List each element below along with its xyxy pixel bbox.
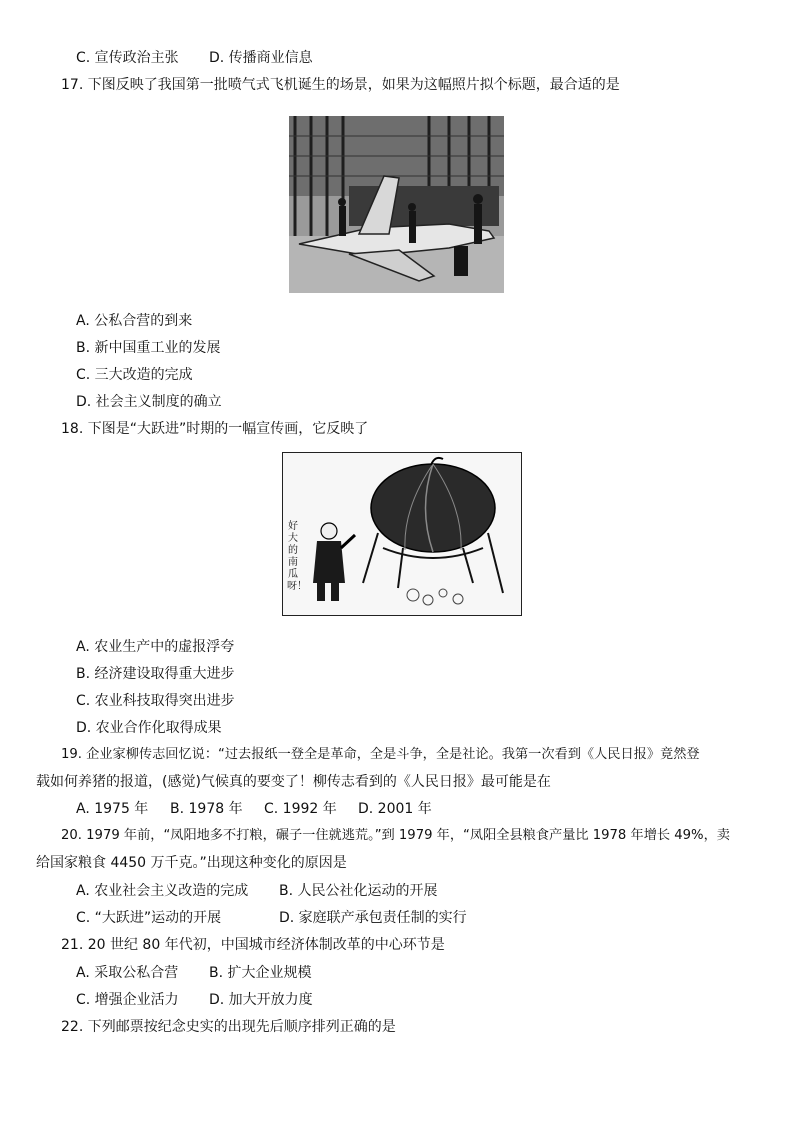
q16-option-d: D. 传播商业信息	[209, 50, 313, 66]
q16-option-c: C. 宣传政治主张	[76, 50, 179, 66]
q19-option-c: C. 1992 年	[264, 801, 337, 817]
q18-option-c: C. 农业科技取得突出进步	[76, 693, 235, 709]
q17-option-c: C. 三大改造的完成	[76, 367, 193, 383]
q20-option-d: D. 家庭联产承包责任制的实行	[279, 910, 467, 926]
q21-option-a: A. 采取公私合营	[76, 965, 179, 981]
q17-option-d: D. 社会主义制度的确立	[76, 394, 222, 410]
q20-option-a: A. 农业社会主义改造的完成	[76, 883, 249, 899]
q17-stem: 17. 下图反映了我国第一批喷气式飞机诞生的场景，如果为这幅照片拟个标题，最合适的是	[61, 77, 620, 93]
q18-option-a: A. 农业生产中的虚报浮夸	[76, 639, 235, 655]
q20-stem-line2: 给国家粮食 4450 万千克。”出现这种变化的原因是	[36, 855, 347, 871]
q21-option-d: D. 加大开放力度	[209, 992, 313, 1008]
q19-stem-line1: 19. 企业家柳传志回忆说：“过去报纸一登全是革命，全是斗争，全是社论。我第一次看到《人民日报》竟然登	[61, 747, 700, 762]
q22-stem: 22. 下列邮票按纪念史实的出现先后顺序排列正确的是	[61, 1019, 396, 1035]
poster-caption: 好大的南瓜呀！	[287, 521, 307, 592]
q21-option-c: C. 增强企业活力	[76, 992, 179, 1008]
q21-option-b: B. 扩大企业规模	[209, 965, 312, 981]
pumpkin-poster	[282, 452, 522, 616]
q20-option-c: C. “大跃进”运动的开展	[76, 910, 222, 926]
q18-stem: 18. 下图是“大跃进”时期的一幅宣传画，它反映了	[61, 421, 369, 437]
pumpkin-poster-image	[283, 453, 521, 615]
q20-option-b: B. 人民公社化运动的开展	[279, 883, 438, 899]
q21-stem: 21. 20 世纪 80 年代初，中国城市经济体制改革的中心环节是	[61, 937, 445, 953]
q19-option-b: B. 1978 年	[170, 801, 243, 817]
q20-stem-line1: 20. 1979 年前，“凤阳地多不打粮，碾子一住就逃荒。”到 1979 年，“凤阳全县粮食产量比 1978 年增长 49%，卖	[61, 828, 730, 843]
q17-option-a: A. 公私合营的到来	[76, 313, 193, 329]
q18-option-d: D. 农业合作化取得成果	[76, 720, 222, 736]
q17-option-b: B. 新中国重工业的发展	[76, 340, 221, 356]
q18-option-b: B. 经济建设取得重大进步	[76, 666, 235, 682]
q19-stem-line2: 载如何养猪的报道，(感觉)气候真的要变了！柳传志看到的《人民日报》最可能是在	[36, 774, 551, 790]
jet-factory-photo	[289, 116, 504, 293]
jet-factory-photo-image	[289, 116, 504, 293]
q19-option-d: D. 2001 年	[358, 801, 432, 817]
q19-option-a: A. 1975 年	[76, 801, 149, 817]
